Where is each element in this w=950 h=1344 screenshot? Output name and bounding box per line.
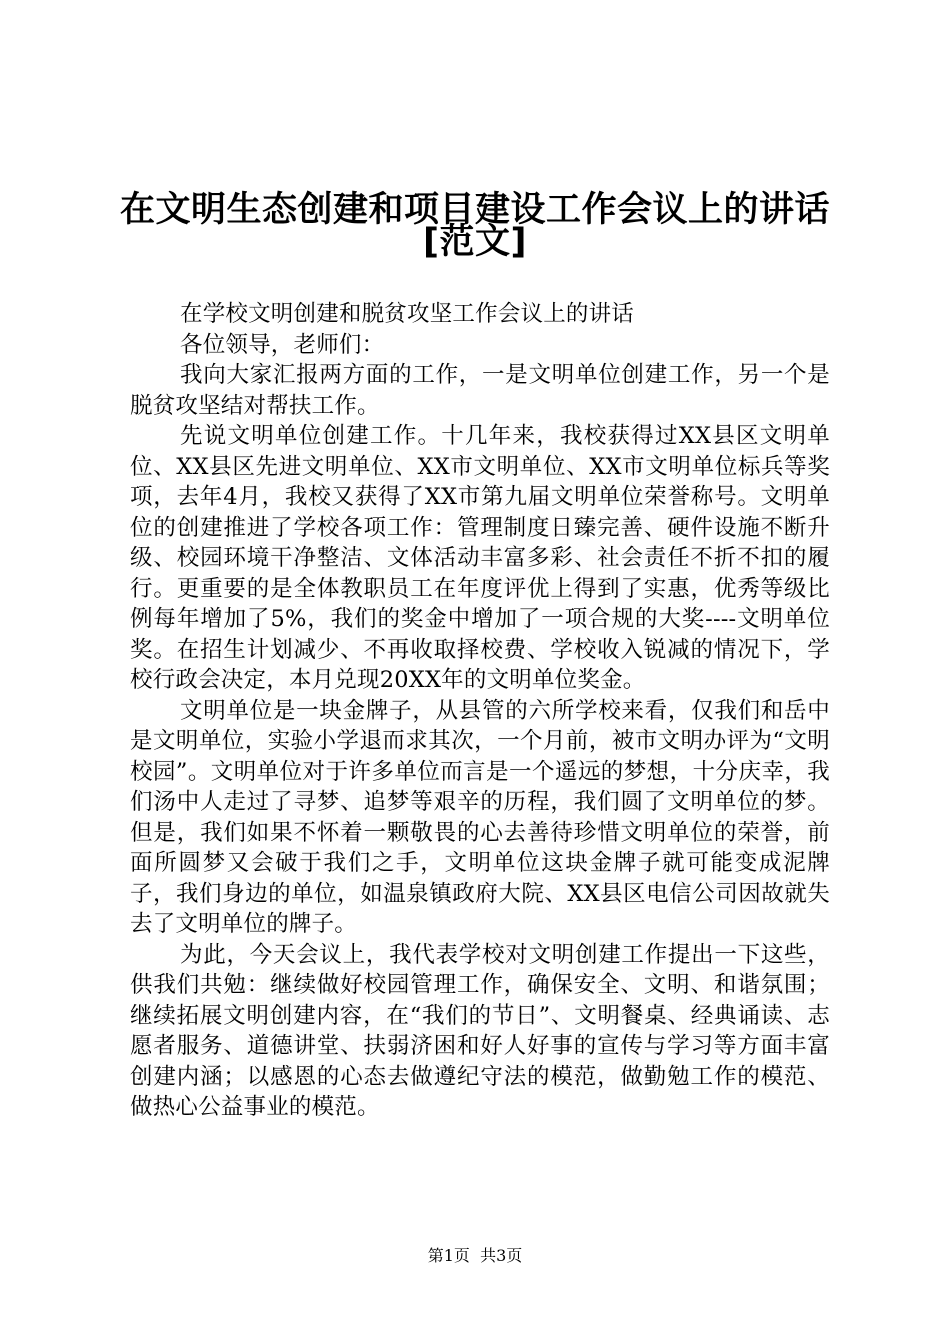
page-total: 共3页 <box>480 1246 523 1265</box>
page-number: 第1页 <box>427 1246 470 1265</box>
page-footer <box>0 1246 950 1266</box>
body-paragraph: 为此，今天会议上，我代表学校对文明创建工作提出一下这些，供我们共勉：继续做好校园管理工作，确保安全、文明、和谐氛围；继续拓展文明创建内容，在“我们的节日”、文明餐桌、经典诵读、志愿者服务、道德讲堂、扶弱济困和好人好事的宣传与学习等方面丰富创建内涵；以感恩的心态去做遵纪守法的模范，做勤勉工作的模范、做热心公益事业的模范。 <box>130 941 830 1120</box>
body-paragraph: 文明单位是一块金牌子，从县管的六所学校来看，仅我们和岳中是文明单位，实验小学退而求其次，一个月前，被市文明办评为“文明校园”。文明单位对于许多单位而言是一个遥远的梦想，十分庆幸，我们汤中人走过了寻梦、追梦等艰辛的历程，我们圆了文明单位的梦。但是，我们如果不怀着一颗敬畏的心去善待珍惜文明单位的荣誉，前面所圆梦又会破于我们之手，文明单位这块金牌子就可能变成泥牌子，我们身边的单位，如温泉镇政府大院、XX县区电信公司因故就失去了文明单位的牌子。 <box>130 697 830 937</box>
body-paragraph: 先说文明单位创建工作。十几年来，我校获得过XX县区文明单位、XX县区先进文明单位、XX市文明单位、XX市文明单位标兵等奖项，去年4月，我校又获得了XX市第九届文明单位荣誉称号。文明单位的创建推进了学校各项工作：管理制度日臻完善、硬件设施不断升级、校园环境干净整洁、文体活动丰富多彩、社会责任不折不扣的履行。更重要的是全体教职员工在年度评优上得到了实惠，优秀等级比例每年增加了5%，我们的奖金中增加了一项合规的大奖----文明单位奖。在招生计划减少、不再收取择校费、学校收入锐减的情况下，学校行政会决定，本月兑现20XX年的文明单位奖金。 <box>130 423 830 693</box>
document-body <box>130 299 830 1123</box>
document-title-line1: 在文明生态创建和项目建设工作会议上的讲话 <box>120 190 831 230</box>
body-paragraph: 我向大家汇报两方面的工作，一是文明单位创建工作，另一个是脱贫攻坚结对帮扶工作。 <box>130 362 830 419</box>
speech-heading: 在学校文明创建和脱贫攻坚工作会议上的讲话 <box>180 301 635 327</box>
salutation: 各位领导，老师们： <box>180 331 385 358</box>
document-title-line2: [范文] <box>423 222 527 262</box>
